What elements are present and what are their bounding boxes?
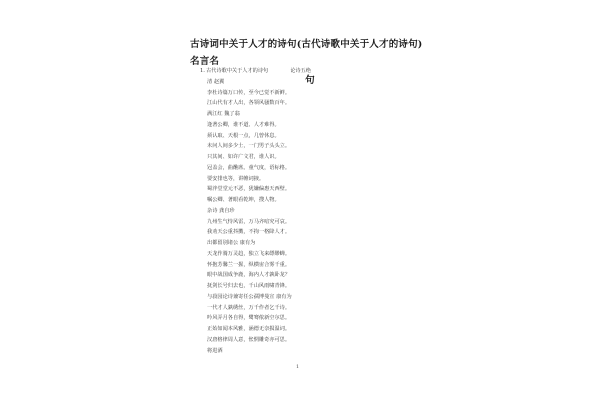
poem-line: 汉唐格律周人意，怅惘雕奇亦可思。 xyxy=(207,336,291,343)
poem-line: 杂诗 龚自珍 xyxy=(207,207,235,214)
section-heading xyxy=(200,66,420,77)
poem-line: 我劝天公重抖擞，不拘一格降人才。 xyxy=(207,229,291,236)
poem-line: 吟风弄月各自得，鹭骞侬新空尔思。 xyxy=(207,315,291,322)
poem-line: 抚剑长号归去也，千山风雨啸青锋。 xyxy=(207,283,291,289)
poem-line: 正始如闻本风雅，涵德无奈损温词。 xyxy=(207,326,291,332)
poem-line: 怀抱芳馨兰一握，纵横宙合雾千重。 xyxy=(207,261,291,268)
poem-line: 九州生气恃风雷，万马齐喑究可哀。 xyxy=(207,218,291,225)
poem-line: 满江红 魏了翁 xyxy=(207,111,240,117)
poem-line: 李杜诗篇万口传，至今已觉不新鲜。 xyxy=(207,89,291,96)
poem-line: 冠盖会，曲醮席。童气度，语标格。 xyxy=(207,164,291,171)
poem-line: 须认取、天根一点，几曾休息。 xyxy=(207,132,280,139)
poem-line: 天龙作骑万灵趋，独立飞来缥缈蝉。 xyxy=(207,250,291,257)
poem-line: 嘱公卿、著眼看乾坤，搜人物。 xyxy=(207,197,280,203)
poem-line: 江山代有才人出，各领风骚数百年。 xyxy=(207,100,291,107)
document-body xyxy=(200,66,420,356)
poem-line: 与菽园论诗兼寄任公孺博曼宣 康有为 xyxy=(207,293,292,300)
page-number: 1 xyxy=(296,364,300,370)
poem-line: 出都留别诸公 康有为 xyxy=(207,240,256,246)
poem-line: 蜀泮堂堂元不恶，犹嫌偏惠天西壁。 xyxy=(207,186,291,193)
section-heading-text: 古代诗歌中关于人才的诗句 xyxy=(205,68,269,74)
poem-line: 将进酒 xyxy=(207,347,223,354)
poem-line: 只其间、如许广文君，谁人识。 xyxy=(207,154,280,160)
title-line-1: 古诗词中关于人才的诗句(古代诗歌中关于人才的诗句)名言名 xyxy=(190,39,423,67)
poem-line: 一代才人孰绣丝，万千作者乞千诗。 xyxy=(207,304,291,311)
poem-line: 未问人间多少士，一门男子头头立。 xyxy=(207,143,291,150)
poem-line: 要安排也等，讲帷词掖。 xyxy=(207,175,265,182)
poem-line: 逢著公卿，谁不道、人才难得。 xyxy=(207,121,280,128)
title-line-2: 句 xyxy=(305,75,315,86)
poem-line: 眼中战国成争鹿，海内人才孰卧龙？ xyxy=(207,272,291,279)
poem-line: 清 赵翼 xyxy=(207,78,225,85)
section-number: 1. xyxy=(200,68,205,74)
section-subheading: 论诗五绝 xyxy=(290,68,311,74)
